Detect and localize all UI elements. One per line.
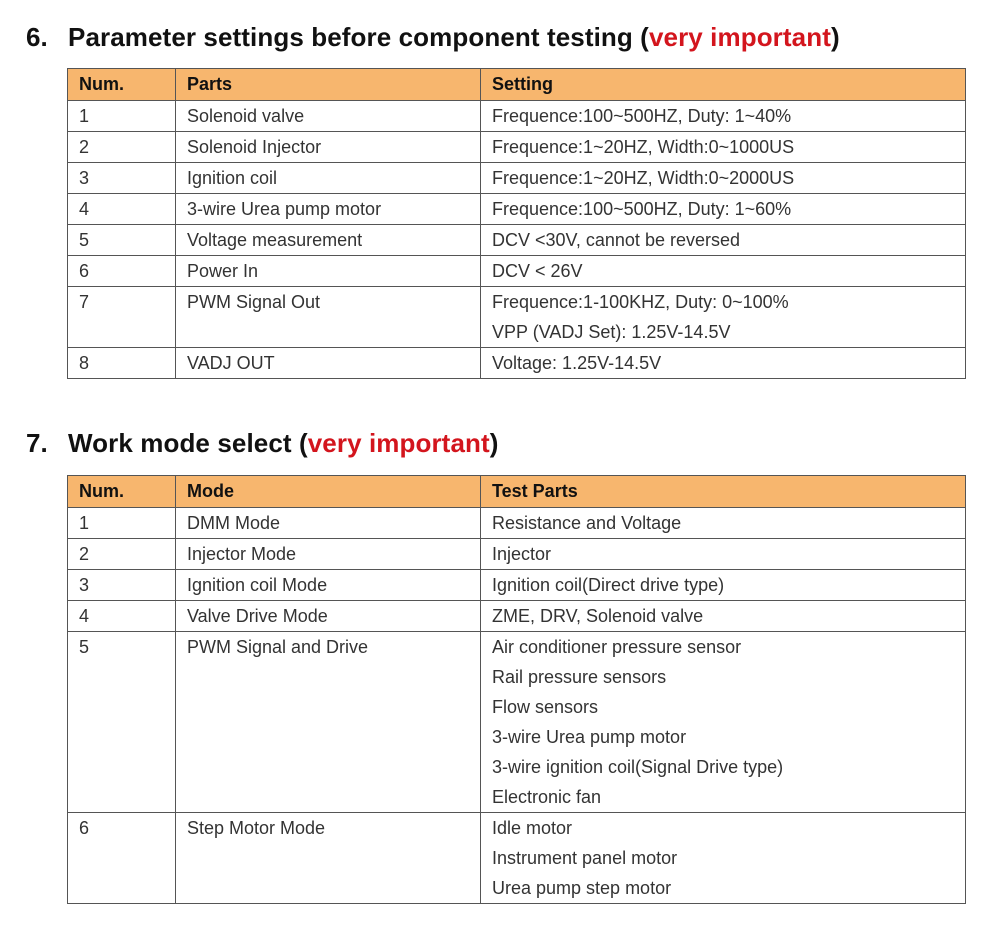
header-setting: Setting — [481, 69, 966, 101]
cell-mode: Injector Mode — [176, 539, 481, 570]
cell-part: Ignition coil — [176, 163, 481, 194]
cell-part: Power In — [176, 256, 481, 287]
cell-settings — [481, 287, 966, 348]
cell-parts — [481, 632, 966, 813]
cell-num: 5 — [68, 225, 176, 256]
cell-mode: Valve Drive Mode — [176, 601, 481, 632]
cell-num: 5 — [68, 632, 176, 813]
parts-line: 3-wire Urea pump motor — [492, 727, 687, 747]
settings-line: DCV <30V, cannot be reversed — [492, 230, 740, 250]
header-num: Num. — [68, 69, 176, 101]
parts-line: Air conditioner pressure sensor — [492, 637, 742, 657]
settings-line: Frequence:100~500HZ, Duty: 1~60% — [492, 199, 792, 219]
table-row — [68, 570, 966, 601]
settings-line: Frequence:1~20HZ, Width:0~1000US — [492, 137, 795, 157]
cell-part: VADJ OUT — [176, 348, 481, 379]
parts-line: Idle motor — [492, 818, 573, 838]
section-7-title — [26, 428, 499, 459]
section-7-important-label: very important — [307, 428, 490, 458]
cell-num: 1 — [68, 508, 176, 539]
cell-settings — [481, 163, 966, 194]
cell-num: 8 — [68, 348, 176, 379]
settings-line: VPP (VADJ Set): 1.25V-14.5V — [492, 322, 731, 342]
cell-parts — [481, 570, 966, 601]
work-mode-table — [67, 475, 966, 904]
cell-settings — [481, 225, 966, 256]
parts-line: Ignition coil(Direct drive type) — [492, 575, 725, 595]
parameter-settings-table — [67, 68, 966, 379]
section-6-title-prefix: Parameter settings before component testing ( — [68, 22, 649, 52]
table-header-row — [68, 69, 966, 101]
cell-parts — [481, 508, 966, 539]
section-6-number: 6. — [26, 22, 48, 52]
cell-settings — [481, 256, 966, 287]
settings-line: Frequence:1-100KHZ, Duty: 0~100% — [492, 292, 789, 312]
cell-parts — [481, 539, 966, 570]
cell-mode: DMM Mode — [176, 508, 481, 539]
cell-parts — [481, 813, 966, 904]
cell-num: 4 — [68, 194, 176, 225]
table-row — [68, 225, 966, 256]
cell-num: 6 — [68, 813, 176, 904]
cell-num: 6 — [68, 256, 176, 287]
header-test-parts: Test Parts — [481, 476, 966, 508]
parts-line: Rail pressure sensors — [492, 667, 667, 687]
table-row — [68, 287, 966, 348]
table-row — [68, 163, 966, 194]
table-row — [68, 194, 966, 225]
section-6-title — [26, 22, 840, 53]
settings-line: DCV < 26V — [492, 261, 583, 281]
settings-line: Frequence:100~500HZ, Duty: 1~40% — [492, 106, 792, 126]
table-header-row — [68, 476, 966, 508]
cell-num: 2 — [68, 539, 176, 570]
cell-settings — [481, 132, 966, 163]
table-row — [68, 632, 966, 813]
parts-line: Instrument panel motor — [492, 848, 678, 868]
parts-line: Resistance and Voltage — [492, 513, 682, 533]
cell-mode: Ignition coil Mode — [176, 570, 481, 601]
cell-num: 3 — [68, 163, 176, 194]
section-7-number: 7. — [26, 428, 48, 458]
cell-parts — [481, 601, 966, 632]
section-6-title-suffix: ) — [830, 22, 840, 52]
table-row — [68, 601, 966, 632]
parts-line: Electronic fan — [492, 787, 602, 807]
section-6-important-label: very important — [648, 22, 831, 52]
parts-line: ZME, DRV, Solenoid valve — [492, 606, 704, 626]
cell-num: 1 — [68, 101, 176, 132]
cell-part: Solenoid valve — [176, 101, 481, 132]
cell-part: 3-wire Urea pump motor — [176, 194, 481, 225]
parts-line: Urea pump step motor — [492, 878, 672, 898]
cell-num: 3 — [68, 570, 176, 601]
table-row — [68, 256, 966, 287]
cell-settings — [481, 101, 966, 132]
parts-line: Injector — [492, 544, 552, 564]
parts-line: 3-wire ignition coil(Signal Drive type) — [492, 757, 784, 777]
cell-num: 7 — [68, 287, 176, 348]
header-mode: Mode — [176, 476, 481, 508]
header-parts: Parts — [176, 69, 481, 101]
cell-settings — [481, 194, 966, 225]
cell-num: 2 — [68, 132, 176, 163]
table-row — [68, 813, 966, 904]
table-row — [68, 132, 966, 163]
header-num: Num. — [68, 476, 176, 508]
parts-line: Flow sensors — [492, 697, 599, 717]
table-row — [68, 348, 966, 379]
cell-settings — [481, 348, 966, 379]
section-7-title-prefix: Work mode select ( — [68, 428, 308, 458]
settings-line: Voltage: 1.25V-14.5V — [492, 353, 662, 373]
table-row — [68, 508, 966, 539]
cell-mode: Step Motor Mode — [176, 813, 481, 904]
settings-line: Frequence:1~20HZ, Width:0~2000US — [492, 168, 795, 188]
cell-part: Solenoid Injector — [176, 132, 481, 163]
table-row — [68, 101, 966, 132]
cell-part: Voltage measurement — [176, 225, 481, 256]
cell-mode: PWM Signal and Drive — [176, 632, 481, 813]
cell-num: 4 — [68, 601, 176, 632]
cell-part: PWM Signal Out — [176, 287, 481, 348]
table-row — [68, 539, 966, 570]
section-7-title-suffix: ) — [489, 428, 499, 458]
